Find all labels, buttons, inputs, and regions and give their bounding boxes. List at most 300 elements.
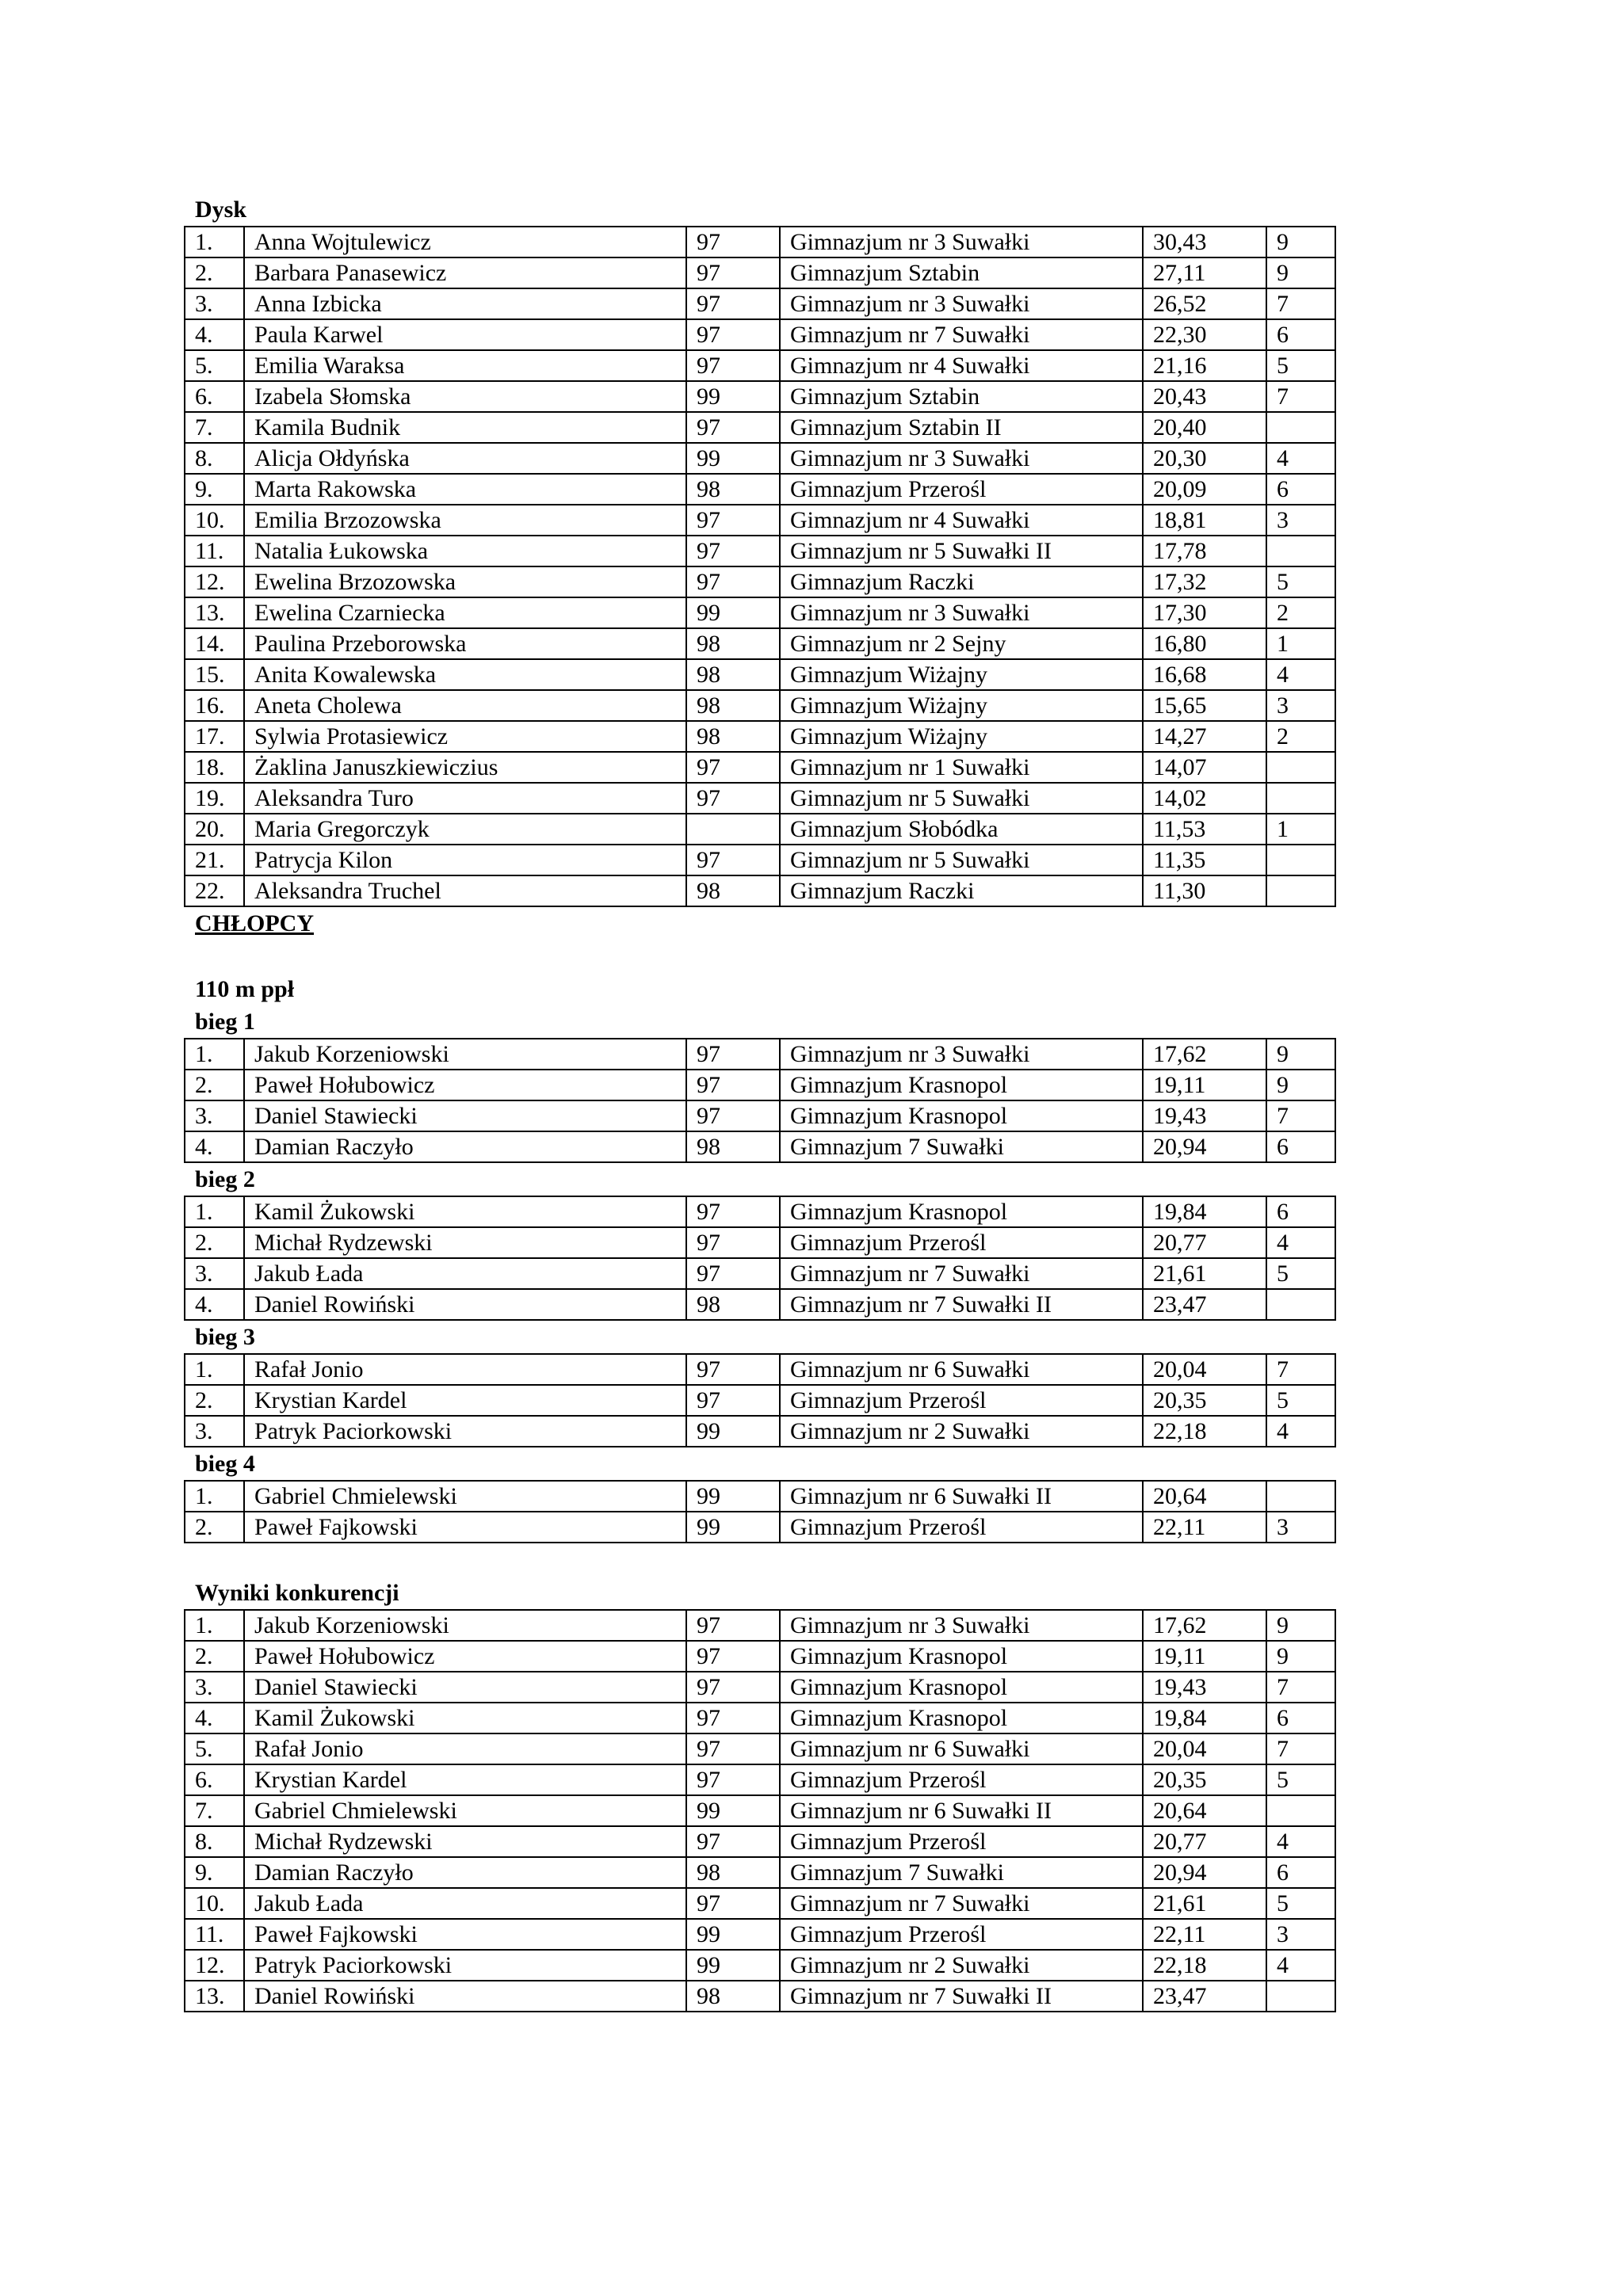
school-cell: Gimnazjum nr 5 Suwałki — [780, 783, 1143, 814]
birth-year-cell: 97 — [686, 1610, 780, 1641]
points-cell — [1266, 845, 1335, 875]
result-cell: 17,62 — [1143, 1039, 1266, 1070]
place-cell: 1. — [185, 1481, 244, 1512]
place-cell: 1. — [185, 1039, 244, 1070]
table-row — [185, 1950, 1335, 1981]
place-cell: 1. — [185, 1354, 244, 1385]
athlete-name-cell: Jakub Łada — [244, 1888, 686, 1919]
school-cell: Gimnazjum nr 4 Suwałki — [780, 350, 1143, 381]
table-row — [185, 474, 1335, 505]
place-cell: 22. — [185, 875, 244, 906]
result-cell: 14,07 — [1143, 752, 1266, 783]
birth-year-cell: 99 — [686, 1919, 780, 1950]
birth-year-cell: 98 — [686, 690, 780, 721]
points-cell: 5 — [1266, 1888, 1335, 1919]
place-cell: 3. — [185, 1416, 244, 1447]
school-cell: Gimnazjum nr 2 Suwałki — [780, 1416, 1143, 1447]
place-cell: 1. — [185, 227, 244, 257]
points-cell: 4 — [1266, 1826, 1335, 1857]
points-cell — [1266, 412, 1335, 443]
school-cell: Gimnazjum nr 6 Suwałki — [780, 1733, 1143, 1764]
points-cell — [1266, 752, 1335, 783]
school-cell: Gimnazjum Wiżajny — [780, 690, 1143, 721]
place-cell: 12. — [185, 1950, 244, 1981]
school-cell: Gimnazjum nr 3 Suwałki — [780, 1610, 1143, 1641]
table-row — [185, 288, 1335, 319]
athlete-name-cell: Emilia Waraksa — [244, 350, 686, 381]
school-cell: Gimnazjum nr 7 Suwałki II — [780, 1981, 1143, 2012]
place-cell: 2. — [185, 1385, 244, 1416]
school-cell: Gimnazjum Krasnopol — [780, 1641, 1143, 1672]
place-cell: 11. — [185, 1919, 244, 1950]
place-cell: 2. — [185, 1070, 244, 1100]
place-cell: 2. — [185, 1227, 244, 1258]
result-cell: 16,68 — [1143, 659, 1266, 690]
table-row — [185, 1385, 1335, 1416]
athlete-name-cell: Ewelina Czarniecka — [244, 597, 686, 628]
table-row — [185, 1888, 1335, 1919]
result-cell: 20,64 — [1143, 1795, 1266, 1826]
result-cell: 11,30 — [1143, 875, 1266, 906]
points-cell: 7 — [1266, 1354, 1335, 1385]
school-cell: Gimnazjum Krasnopol — [780, 1672, 1143, 1703]
athlete-name-cell: Paulina Przeborowska — [244, 628, 686, 659]
place-cell: 1. — [185, 1610, 244, 1641]
result-cell: 27,11 — [1143, 257, 1266, 288]
school-cell: Gimnazjum nr 3 Suwałki — [780, 443, 1143, 474]
athlete-name-cell: Sylwia Protasiewicz — [244, 721, 686, 752]
table-row — [185, 1512, 1335, 1543]
table-row — [185, 1227, 1335, 1258]
points-cell: 3 — [1266, 1919, 1335, 1950]
points-cell: 2 — [1266, 721, 1335, 752]
school-cell: Gimnazjum nr 4 Suwałki — [780, 505, 1143, 536]
athlete-name-cell: Anita Kowalewska — [244, 659, 686, 690]
place-cell: 21. — [185, 845, 244, 875]
points-cell: 4 — [1266, 1416, 1335, 1447]
result-cell: 20,35 — [1143, 1764, 1266, 1795]
birth-year-cell: 97 — [686, 1703, 780, 1733]
place-cell: 10. — [185, 1888, 244, 1919]
result-cell: 17,62 — [1143, 1610, 1266, 1641]
birth-year-cell: 97 — [686, 1100, 780, 1131]
athlete-name-cell: Jakub Korzeniowski — [244, 1610, 686, 1641]
birth-year-cell: 99 — [686, 1481, 780, 1512]
birth-year-cell: 98 — [686, 721, 780, 752]
school-cell: Gimnazjum Przerośl — [780, 1826, 1143, 1857]
school-cell: Gimnazjum Krasnopol — [780, 1196, 1143, 1227]
birth-year-cell: 98 — [686, 1289, 780, 1320]
place-cell: 4. — [185, 1289, 244, 1320]
place-cell: 6. — [185, 1764, 244, 1795]
athlete-name-cell: Aleksandra Truchel — [244, 875, 686, 906]
birth-year-cell: 98 — [686, 659, 780, 690]
result-cell: 23,47 — [1143, 1981, 1266, 2012]
table-row — [185, 1100, 1335, 1131]
place-cell: 2. — [185, 1641, 244, 1672]
table-row — [185, 566, 1335, 597]
birth-year-cell: 98 — [686, 1131, 780, 1162]
athlete-name-cell: Barbara Panasewicz — [244, 257, 686, 288]
points-cell: 6 — [1266, 474, 1335, 505]
birth-year-cell: 97 — [686, 257, 780, 288]
points-cell: 5 — [1266, 1258, 1335, 1289]
school-cell: Gimnazjum Krasnopol — [780, 1100, 1143, 1131]
athlete-name-cell: Gabriel Chmielewski — [244, 1481, 686, 1512]
points-cell: 7 — [1266, 1672, 1335, 1703]
points-cell — [1266, 1481, 1335, 1512]
result-cell: 19,84 — [1143, 1196, 1266, 1227]
athlete-name-cell: Emilia Brzozowska — [244, 505, 686, 536]
points-cell: 4 — [1266, 1950, 1335, 1981]
birth-year-cell: 97 — [686, 1354, 780, 1385]
school-cell: Gimnazjum nr 3 Suwałki — [780, 1039, 1143, 1070]
result-cell: 20,04 — [1143, 1354, 1266, 1385]
school-cell: Gimnazjum nr 6 Suwałki II — [780, 1481, 1143, 1512]
table-row — [185, 659, 1335, 690]
school-cell: Gimnazjum Przerośl — [780, 1919, 1143, 1950]
school-cell: Gimnazjum nr 7 Suwałki II — [780, 1289, 1143, 1320]
birth-year-cell: 97 — [686, 1672, 780, 1703]
birth-year-cell: 98 — [686, 628, 780, 659]
birth-year-cell: 97 — [686, 1764, 780, 1795]
section-heading — [184, 1577, 1335, 1609]
school-cell: Gimnazjum nr 6 Suwałki — [780, 1354, 1143, 1385]
birth-year-cell: 97 — [686, 566, 780, 597]
birth-year-cell: 97 — [686, 1070, 780, 1100]
result-cell: 22,18 — [1143, 1416, 1266, 1447]
birth-year-cell: 97 — [686, 319, 780, 350]
athlete-name-cell: Krystian Kardel — [244, 1764, 686, 1795]
athlete-name-cell: Patryk Paciorkowski — [244, 1416, 686, 1447]
table-row — [185, 257, 1335, 288]
place-cell: 9. — [185, 474, 244, 505]
points-cell: 7 — [1266, 1733, 1335, 1764]
result-cell: 22,11 — [1143, 1512, 1266, 1543]
school-cell: Gimnazjum nr 5 Suwałki — [780, 845, 1143, 875]
athlete-name-cell: Alicja Ołdyńska — [244, 443, 686, 474]
athlete-name-cell: Gabriel Chmielewski — [244, 1795, 686, 1826]
result-cell: 26,52 — [1143, 288, 1266, 319]
table-row — [185, 1039, 1335, 1070]
athlete-name-cell: Paweł Fajkowski — [244, 1919, 686, 1950]
school-cell: Gimnazjum nr 3 Suwałki — [780, 597, 1143, 628]
athlete-name-cell: Patrycja Kilon — [244, 845, 686, 875]
athlete-name-cell: Natalia Łukowska — [244, 536, 686, 566]
table-row — [185, 1795, 1335, 1826]
result-cell: 21,61 — [1143, 1888, 1266, 1919]
birth-year-cell: 99 — [686, 1512, 780, 1543]
school-cell: Gimnazjum nr 6 Suwałki II — [780, 1795, 1143, 1826]
athlete-name-cell: Kamila Budnik — [244, 412, 686, 443]
school-cell: Gimnazjum Przerośl — [780, 1512, 1143, 1543]
result-cell: 11,53 — [1143, 814, 1266, 845]
school-cell: Gimnazjum Sztabin — [780, 381, 1143, 412]
place-cell: 14. — [185, 628, 244, 659]
section-heading-text: Dysk — [195, 196, 247, 223]
school-cell: Gimnazjum nr 7 Suwałki — [780, 319, 1143, 350]
section-heading — [184, 1321, 1335, 1353]
school-cell: Gimnazjum Krasnopol — [780, 1070, 1143, 1100]
table-row — [185, 752, 1335, 783]
birth-year-cell: 99 — [686, 597, 780, 628]
points-cell: 9 — [1266, 1641, 1335, 1672]
table-row — [185, 1354, 1335, 1385]
points-cell: 6 — [1266, 1703, 1335, 1733]
school-cell: Gimnazjum nr 7 Suwałki — [780, 1258, 1143, 1289]
birth-year-cell: 97 — [686, 845, 780, 875]
school-cell: Gimnazjum Słobódka — [780, 814, 1143, 845]
birth-year-cell: 99 — [686, 443, 780, 474]
athlete-name-cell: Jakub Korzeniowski — [244, 1039, 686, 1070]
birth-year-cell: 97 — [686, 536, 780, 566]
athlete-name-cell: Aneta Cholewa — [244, 690, 686, 721]
table-row — [185, 1826, 1335, 1857]
table-row — [185, 536, 1335, 566]
school-cell: Gimnazjum nr 7 Suwałki — [780, 1888, 1143, 1919]
athlete-name-cell: Paweł Fajkowski — [244, 1512, 686, 1543]
section-spacer — [184, 1543, 1335, 1577]
school-cell: Gimnazjum nr 2 Suwałki — [780, 1950, 1143, 1981]
place-cell: 1. — [185, 1196, 244, 1227]
points-cell: 1 — [1266, 628, 1335, 659]
result-cell: 20,40 — [1143, 412, 1266, 443]
result-cell: 20,77 — [1143, 1227, 1266, 1258]
athlete-name-cell: Anna Izbicka — [244, 288, 686, 319]
section-heading-text: Wyniki konkurencji — [195, 1580, 399, 1606]
section-heading — [184, 1447, 1335, 1480]
result-cell: 19,43 — [1143, 1672, 1266, 1703]
section-heading — [184, 193, 1335, 226]
result-cell: 17,30 — [1143, 597, 1266, 628]
result-cell: 20,64 — [1143, 1481, 1266, 1512]
athlete-name-cell: Paweł Hołubowicz — [244, 1641, 686, 1672]
points-cell: 5 — [1266, 350, 1335, 381]
place-cell: 2. — [185, 1512, 244, 1543]
birth-year-cell: 97 — [686, 1826, 780, 1857]
birth-year-cell: 97 — [686, 783, 780, 814]
section-heading-text: bieg 2 — [195, 1166, 255, 1192]
athlete-name-cell: Izabela Słomska — [244, 381, 686, 412]
athlete-name-cell: Daniel Stawiecki — [244, 1100, 686, 1131]
birth-year-cell: 99 — [686, 381, 780, 412]
birth-year-cell: 98 — [686, 474, 780, 505]
school-cell: Gimnazjum nr 3 Suwałki — [780, 227, 1143, 257]
table-row — [185, 1258, 1335, 1289]
points-cell: 2 — [1266, 597, 1335, 628]
athlete-name-cell: Paweł Hołubowicz — [244, 1070, 686, 1100]
result-cell: 19,11 — [1143, 1070, 1266, 1100]
result-cell: 20,94 — [1143, 1857, 1266, 1888]
birth-year-cell: 97 — [686, 350, 780, 381]
school-cell: Gimnazjum nr 1 Suwałki — [780, 752, 1143, 783]
athlete-name-cell: Patryk Paciorkowski — [244, 1950, 686, 1981]
results-table — [184, 1038, 1336, 1163]
results-table — [184, 1609, 1336, 2012]
points-cell: 3 — [1266, 505, 1335, 536]
result-cell: 17,32 — [1143, 566, 1266, 597]
athlete-name-cell: Kamil Żukowski — [244, 1703, 686, 1733]
points-cell: 9 — [1266, 227, 1335, 257]
athlete-name-cell: Jakub Łada — [244, 1258, 686, 1289]
place-cell: 16. — [185, 690, 244, 721]
table-row — [185, 1196, 1335, 1227]
section-heading-text: bieg 3 — [195, 1324, 255, 1350]
result-cell: 22,30 — [1143, 319, 1266, 350]
birth-year-cell: 97 — [686, 227, 780, 257]
result-cell: 22,18 — [1143, 1950, 1266, 1981]
table-row — [185, 1672, 1335, 1703]
points-cell: 7 — [1266, 288, 1335, 319]
place-cell: 3. — [185, 1258, 244, 1289]
section-heading-text: 110 m ppł — [195, 976, 295, 1002]
place-cell: 4. — [185, 1131, 244, 1162]
result-cell: 20,94 — [1143, 1131, 1266, 1162]
table-row — [185, 412, 1335, 443]
place-cell: 6. — [185, 381, 244, 412]
table-row — [185, 1289, 1335, 1320]
table-row — [185, 1610, 1335, 1641]
table-row — [185, 1857, 1335, 1888]
table-row — [185, 350, 1335, 381]
place-cell: 10. — [185, 505, 244, 536]
athlete-name-cell: Kamil Żukowski — [244, 1196, 686, 1227]
school-cell: Gimnazjum Raczki — [780, 566, 1143, 597]
table-row — [185, 1919, 1335, 1950]
points-cell: 5 — [1266, 566, 1335, 597]
result-cell: 19,11 — [1143, 1641, 1266, 1672]
points-cell: 9 — [1266, 1070, 1335, 1100]
birth-year-cell: 97 — [686, 288, 780, 319]
place-cell: 13. — [185, 597, 244, 628]
points-cell: 5 — [1266, 1764, 1335, 1795]
table-row — [185, 1641, 1335, 1672]
results-table — [184, 226, 1336, 907]
points-cell: 7 — [1266, 1100, 1335, 1131]
table-row — [185, 319, 1335, 350]
school-cell: Gimnazjum Przerośl — [780, 474, 1143, 505]
birth-year-cell: 97 — [686, 1641, 780, 1672]
birth-year-cell: 99 — [686, 1795, 780, 1826]
athlete-name-cell: Michał Rydzewski — [244, 1227, 686, 1258]
birth-year-cell: 97 — [686, 412, 780, 443]
results-table — [184, 1480, 1336, 1543]
place-cell: 4. — [185, 319, 244, 350]
school-cell: Gimnazjum Sztabin II — [780, 412, 1143, 443]
athlete-name-cell: Michał Rydzewski — [244, 1826, 686, 1857]
athlete-name-cell: Damian Raczyło — [244, 1131, 686, 1162]
points-cell — [1266, 1795, 1335, 1826]
table-row — [185, 1981, 1335, 2012]
birth-year-cell: 98 — [686, 875, 780, 906]
table-row — [185, 443, 1335, 474]
points-cell: 7 — [1266, 381, 1335, 412]
points-cell: 6 — [1266, 1196, 1335, 1227]
points-cell: 1 — [1266, 814, 1335, 845]
table-row — [185, 721, 1335, 752]
school-cell: Gimnazjum nr 2 Sejny — [780, 628, 1143, 659]
points-cell: 4 — [1266, 443, 1335, 474]
table-row — [185, 1416, 1335, 1447]
points-cell: 9 — [1266, 1610, 1335, 1641]
place-cell: 5. — [185, 1733, 244, 1764]
birth-year-cell: 97 — [686, 1733, 780, 1764]
table-row — [185, 505, 1335, 536]
place-cell: 20. — [185, 814, 244, 845]
athlete-name-cell: Damian Raczyło — [244, 1857, 686, 1888]
result-cell: 20,30 — [1143, 443, 1266, 474]
result-cell: 19,43 — [1143, 1100, 1266, 1131]
points-cell: 4 — [1266, 659, 1335, 690]
athlete-name-cell: Maria Gregorczyk — [244, 814, 686, 845]
birth-year-cell: 97 — [686, 505, 780, 536]
result-cell: 11,35 — [1143, 845, 1266, 875]
athlete-name-cell: Marta Rakowska — [244, 474, 686, 505]
place-cell: 12. — [185, 566, 244, 597]
points-cell — [1266, 783, 1335, 814]
table-row — [185, 1131, 1335, 1162]
result-cell: 14,02 — [1143, 783, 1266, 814]
table-row — [185, 227, 1335, 257]
birth-year-cell — [686, 814, 780, 845]
place-cell: 2. — [185, 257, 244, 288]
table-row — [185, 845, 1335, 875]
place-cell: 11. — [185, 536, 244, 566]
result-cell: 21,61 — [1143, 1258, 1266, 1289]
table-row — [185, 1481, 1335, 1512]
section-heading — [184, 907, 1335, 940]
school-cell: Gimnazjum Raczki — [780, 875, 1143, 906]
athlete-name-cell: Paula Karwel — [244, 319, 686, 350]
table-row — [185, 875, 1335, 906]
birth-year-cell: 98 — [686, 1981, 780, 2012]
table-row — [185, 628, 1335, 659]
athlete-name-cell: Daniel Rowiński — [244, 1981, 686, 2012]
result-cell: 20,77 — [1143, 1826, 1266, 1857]
points-cell: 9 — [1266, 257, 1335, 288]
points-cell: 3 — [1266, 690, 1335, 721]
result-cell: 22,11 — [1143, 1919, 1266, 1950]
birth-year-cell: 97 — [686, 1888, 780, 1919]
table-row — [185, 1703, 1335, 1733]
place-cell: 15. — [185, 659, 244, 690]
result-cell: 19,84 — [1143, 1703, 1266, 1733]
table-row — [185, 1733, 1335, 1764]
result-cell: 21,16 — [1143, 350, 1266, 381]
table-row — [185, 597, 1335, 628]
birth-year-cell: 97 — [686, 1227, 780, 1258]
points-cell: 6 — [1266, 1131, 1335, 1162]
table-row — [185, 1764, 1335, 1795]
points-cell: 9 — [1266, 1039, 1335, 1070]
school-cell: Gimnazjum Przerośl — [780, 1227, 1143, 1258]
section-heading — [184, 973, 1335, 1005]
athlete-name-cell: Rafał Jonio — [244, 1733, 686, 1764]
table-row — [185, 690, 1335, 721]
athlete-name-cell: Daniel Rowiński — [244, 1289, 686, 1320]
points-cell: 4 — [1266, 1227, 1335, 1258]
result-cell: 20,43 — [1143, 381, 1266, 412]
place-cell: 18. — [185, 752, 244, 783]
school-cell: Gimnazjum nr 3 Suwałki — [780, 288, 1143, 319]
birth-year-cell: 97 — [686, 1258, 780, 1289]
section-heading-text: bieg 4 — [195, 1451, 255, 1477]
result-cell: 16,80 — [1143, 628, 1266, 659]
points-cell: 6 — [1266, 1857, 1335, 1888]
place-cell: 3. — [185, 288, 244, 319]
table-row — [185, 783, 1335, 814]
table-row — [185, 1070, 1335, 1100]
